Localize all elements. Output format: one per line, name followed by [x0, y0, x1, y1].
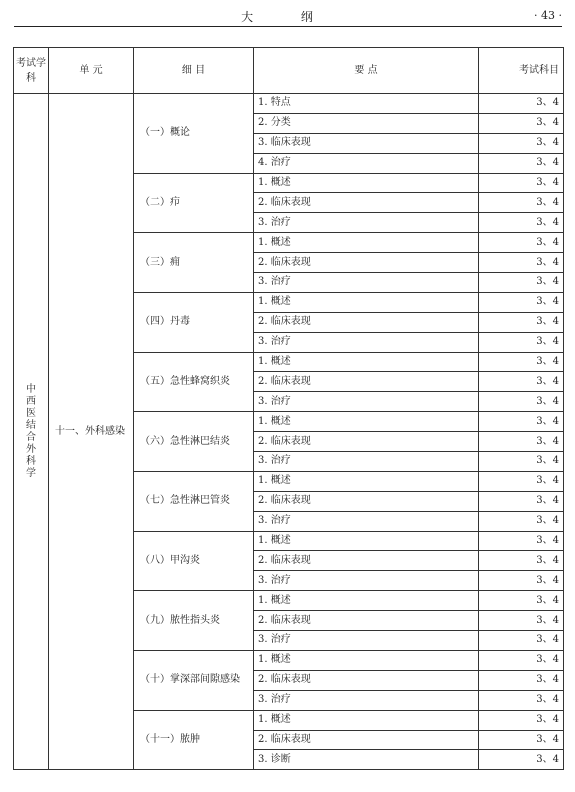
point-cell: 1. 概述 [254, 173, 479, 193]
item-cell: （五）急性蜂窝织炎 [134, 352, 254, 412]
point-cell: 3. 治疗 [254, 511, 479, 531]
point-cell: 2. 分类 [254, 113, 479, 133]
level-cell: 3、4 [479, 213, 564, 233]
level-cell: 3、4 [479, 471, 564, 491]
level-cell: 3、4 [479, 412, 564, 432]
level-cell: 3、4 [479, 352, 564, 372]
col-header-item: 细 目 [134, 48, 254, 94]
point-cell: 1. 概述 [254, 650, 479, 670]
level-cell: 3、4 [479, 153, 564, 173]
point-cell: 1. 概述 [254, 591, 479, 611]
point-cell: 2. 临床表现 [254, 730, 479, 750]
page-title: 大 纲 [241, 10, 335, 24]
point-cell: 2. 临床表现 [254, 193, 479, 213]
point-cell: 3. 治疗 [254, 631, 479, 651]
level-cell: 3、4 [479, 452, 564, 472]
point-cell: 2. 临床表现 [254, 312, 479, 332]
col-header-points: 要 点 [254, 48, 479, 94]
level-cell: 3、4 [479, 670, 564, 690]
point-cell: 2. 临床表现 [254, 432, 479, 452]
point-cell: 4. 治疗 [254, 153, 479, 173]
point-cell: 3. 治疗 [254, 452, 479, 472]
col-header-subject: 考试学科 [14, 48, 49, 94]
point-cell: 1. 概述 [254, 292, 479, 312]
level-cell: 3、4 [479, 511, 564, 531]
level-cell: 3、4 [479, 113, 564, 133]
level-cell: 3、4 [479, 253, 564, 273]
page-header [14, 8, 562, 27]
point-cell: 2. 临床表现 [254, 670, 479, 690]
point-cell: 2. 临床表现 [254, 253, 479, 273]
syllabus-table [13, 47, 564, 770]
level-cell: 3、4 [479, 392, 564, 412]
unit-cell: 十一、外科感染 [49, 94, 134, 770]
point-cell: 1. 概述 [254, 412, 479, 432]
point-cell: 1. 概述 [254, 710, 479, 730]
level-cell: 3、4 [479, 750, 564, 770]
point-cell: 3. 诊断 [254, 750, 479, 770]
level-cell: 3、4 [479, 133, 564, 153]
level-cell: 3、4 [479, 173, 564, 193]
point-cell: 1. 概述 [254, 352, 479, 372]
point-cell: 1. 概述 [254, 531, 479, 551]
point-cell: 1. 特点 [254, 94, 479, 114]
col-header-unit: 单 元 [49, 48, 134, 94]
point-cell: 3. 临床表现 [254, 133, 479, 153]
level-cell: 3、4 [479, 273, 564, 293]
level-cell: 3、4 [479, 571, 564, 591]
level-cell: 3、4 [479, 372, 564, 392]
level-cell: 3、4 [479, 631, 564, 651]
level-cell: 3、4 [479, 292, 564, 312]
item-cell: （七）急性淋巴管炎 [134, 471, 254, 531]
level-cell: 3、4 [479, 233, 564, 253]
item-cell: （三）痈 [134, 233, 254, 293]
level-cell: 3、4 [479, 312, 564, 332]
table-row [14, 94, 564, 114]
point-cell: 3. 治疗 [254, 571, 479, 591]
point-cell: 3. 治疗 [254, 273, 479, 293]
point-cell: 3. 治疗 [254, 690, 479, 710]
item-cell: （八）甲沟炎 [134, 531, 254, 591]
level-cell: 3、4 [479, 591, 564, 611]
item-cell: （一）概论 [134, 94, 254, 174]
col-header-level: 考试科目 [479, 48, 564, 94]
level-cell: 3、4 [479, 611, 564, 631]
point-cell: 2. 临床表现 [254, 551, 479, 571]
point-cell: 3. 治疗 [254, 392, 479, 412]
level-cell: 3、4 [479, 551, 564, 571]
level-cell: 3、4 [479, 730, 564, 750]
level-cell: 3、4 [479, 690, 564, 710]
point-cell: 2. 临床表现 [254, 491, 479, 511]
page-number: · 43 · [534, 9, 562, 22]
level-cell: 3、4 [479, 432, 564, 452]
level-cell: 3、4 [479, 491, 564, 511]
point-cell: 1. 概述 [254, 233, 479, 253]
point-cell: 2. 临床表现 [254, 372, 479, 392]
point-cell: 1. 概述 [254, 471, 479, 491]
item-cell: （四）丹毒 [134, 292, 254, 352]
item-cell: （九）脓性指头炎 [134, 591, 254, 651]
point-cell: 3. 治疗 [254, 332, 479, 352]
level-cell: 3、4 [479, 94, 564, 114]
point-cell: 3. 治疗 [254, 213, 479, 233]
subject-label: 中西医结合外科学 [26, 383, 36, 479]
item-cell: （十）掌深部间隙感染 [134, 650, 254, 710]
item-cell: （十一）脓肿 [134, 710, 254, 770]
item-cell: （六）急性淋巴结炎 [134, 412, 254, 472]
level-cell: 3、4 [479, 531, 564, 551]
level-cell: 3、4 [479, 650, 564, 670]
level-cell: 3、4 [479, 332, 564, 352]
level-cell: 3、4 [479, 710, 564, 730]
table-body [14, 94, 564, 770]
subject-cell [14, 94, 49, 770]
table-header-row [14, 48, 564, 94]
point-cell: 2. 临床表现 [254, 611, 479, 631]
level-cell: 3、4 [479, 193, 564, 213]
item-cell: （二）疖 [134, 173, 254, 233]
